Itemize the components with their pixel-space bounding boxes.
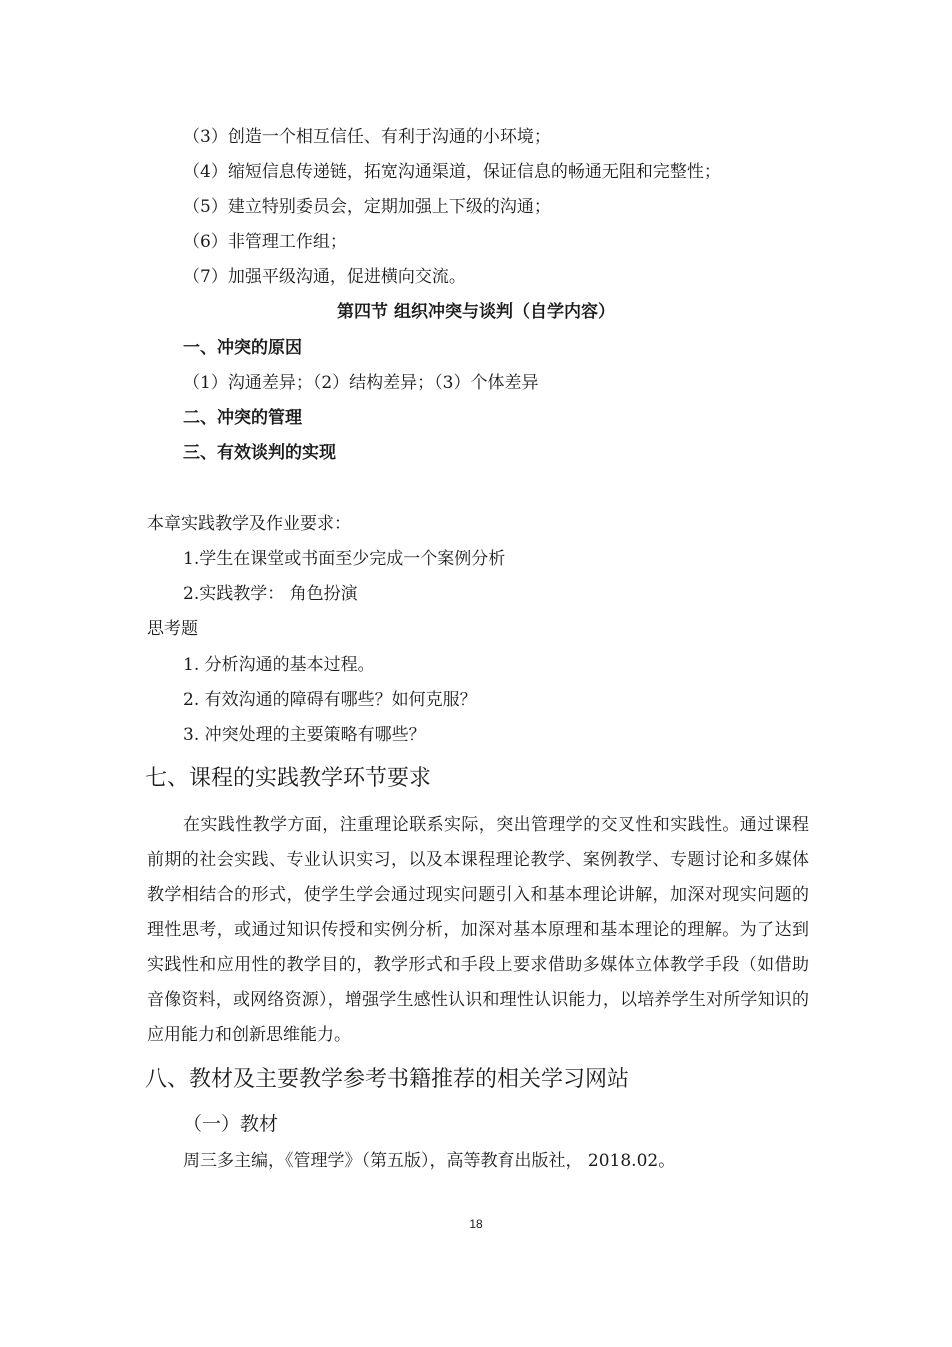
chapter-7-title: 七、课程的实践教学环节要求 <box>145 766 432 791</box>
textbook-subtitle: （一）教材 <box>183 1113 279 1135</box>
list-item-7: （7）加强平级沟通，促进横向交流。 <box>183 267 466 287</box>
question-3: 3. 冲突处理的主要策略有哪些？ <box>183 725 426 745</box>
textbook-entry: 周三多主编，《管理学》（第五版），高等教育出版社， 2018.02。 <box>183 1151 676 1171</box>
conflict-causes-heading: 一、冲突的原因 <box>183 338 302 358</box>
list-item-5: （5）建立特别委员会，定期加强上下级的沟通； <box>183 197 551 217</box>
list-item-6: （6）非管理工作组； <box>183 232 347 252</box>
practice-item-2: 2.实践教学： 角色扮演 <box>183 584 358 604</box>
list-item-4: （4）缩短信息传递链，拓宽沟通渠道，保证信息的畅通无阻和完整性； <box>183 162 721 182</box>
practice-item-1: 1.学生在课堂或书面至少完成一个案例分析 <box>183 549 506 569</box>
chapter-7-paragraph: 在实践性教学方面，注重理论联系实际，突出管理学的交叉性和实践性。通过课程前期的社会实践、专业认识实习，以及本课程理论教学、案例教学、专题讨论和多媒体教学相结合的形式，使学生学会通过现实问题引入和基本理论讲解，加深对现实问题的理性思考，或通过知识传授和实例分析，加深对基本原理和基本理论的理解。为了达到实践性和应用性的教学目的，教学形式和手段上要求借助多媒体立体教学手段（如借助音像资料，或网络资源），增强学生感性认识和理性认识能力，以培养学生对所学知识的应用能力和创新思维能力。 <box>147 815 809 1045</box>
list-item-3: （3）创造一个相互信任、有利于沟通的小环境； <box>183 127 551 147</box>
negotiation-heading: 三、有效谈判的实现 <box>183 443 336 463</box>
question-1: 1. 分析沟通的基本过程。 <box>183 655 375 675</box>
section-title: 第四节 组织冲突与谈判（自学内容） <box>337 302 615 322</box>
conflict-management-heading: 二、冲突的管理 <box>183 408 302 428</box>
conflict-causes-list: （1）沟通差异；（2）结构差异；（3）个体差异 <box>183 373 539 393</box>
chapter-8-title: 八、教材及主要教学参考书籍推荐的相关学习网站 <box>145 1067 630 1092</box>
question-2: 2. 有效沟通的障碍有哪些？如何克服？ <box>183 690 477 710</box>
page-number: 18 <box>469 1217 483 1231</box>
practice-title: 本章实践教学及作业要求： <box>147 514 351 534</box>
questions-title: 思考题 <box>147 619 198 639</box>
